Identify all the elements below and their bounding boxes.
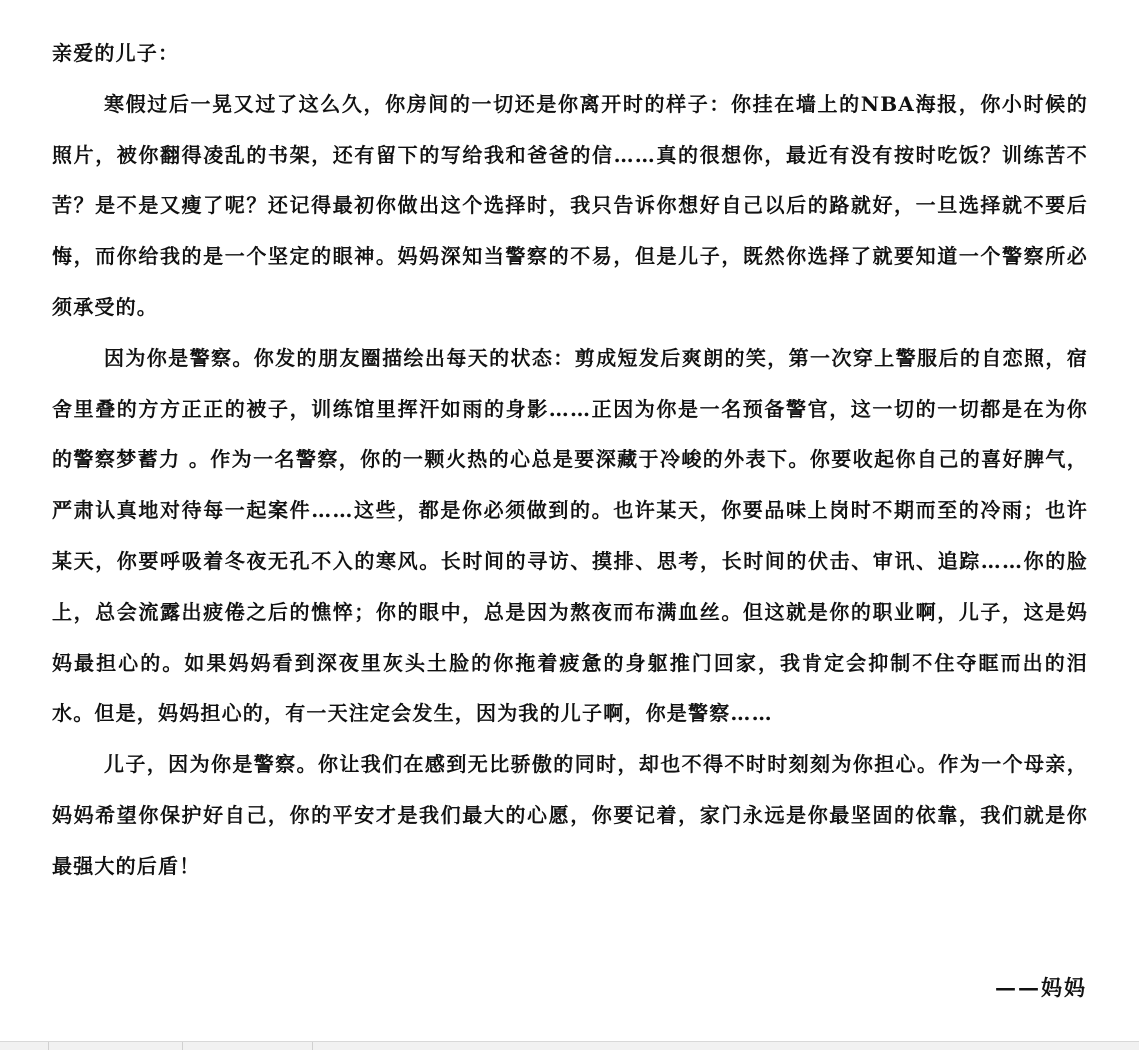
signature: ——妈妈	[995, 975, 1087, 1000]
salutation: 亲爱的儿子：	[52, 41, 180, 65]
toolbar-segment	[48, 1042, 183, 1050]
bottom-toolbar-strip	[0, 1041, 1139, 1050]
letter-body	[52, 28, 1088, 892]
paragraph-2: 因为你是警察。你发的朋友圈描绘出每天的状态：剪成短发后爽朗的笑，第一次穿上警服后的自恋照，宿舍里叠的方方正正的被子，训练馆里挥汗如雨的身影……正因为你是一名预备警官，这一切的一切都是在为你的警察梦蓄力 。作为一名警察，你的一颗火热的心总是要深藏于冷峻的外表下。你要收起你自己的喜好脾气，严肃认真地对待每一起案件……这些，都是你必须做到的。也许某天，你要品味上岗时不期而至的冷雨；也许某天，你要呼吸着冬夜无孔不入的寒风。长时间的寻访、摸排、思考，长时间的伏击、审讯、追踪……你的脸上，总会流露出疲倦之后的憔悴；你的眼中，总是因为熬夜而布满血丝。但这就是你的职业啊，儿子，这是妈妈最担心的。如果妈妈看到深夜里灰头土脸的你拖着疲惫的身躯推门回家，我肯定会抑制不住夺眶而出的泪水。但是，妈妈担心的，有一天注定会发生，因为我的儿子啊，你是警察……	[52, 345, 1088, 726]
toolbar-segment	[0, 1042, 49, 1050]
paragraph-3: 儿子，因为你是警察。你让我们在感到无比骄傲的同时，却也不得不时时刻刻为你担心。作为一个母亲，妈妈希望你保护好自己，你的平安才是我们最大的心愿，你要记着，家门永远是你最坚固的依靠，我们就是你最强大的后盾！	[52, 752, 1088, 878]
toolbar-segment	[182, 1042, 313, 1050]
paragraph-1: 寒假过后一晃又过了这么久，你房间的一切还是你离开时的样子：你挂在墙上的NBA海报，你小时候的照片，被你翻得凌乱的书架，还有留下的写给我和爸爸的信……真的很想你，最近有没有按时吃饭？训练苦不苦？是不是又瘦了呢？还记得最初你做出这个选择时，我只告诉你想好自己以后的路就好，一旦选择就不要后悔，而你给我的是一个坚定的眼神。妈妈深知当警察的不易，但是儿子，既然你选择了就要知道一个警察所必须承受的。	[52, 91, 1088, 319]
